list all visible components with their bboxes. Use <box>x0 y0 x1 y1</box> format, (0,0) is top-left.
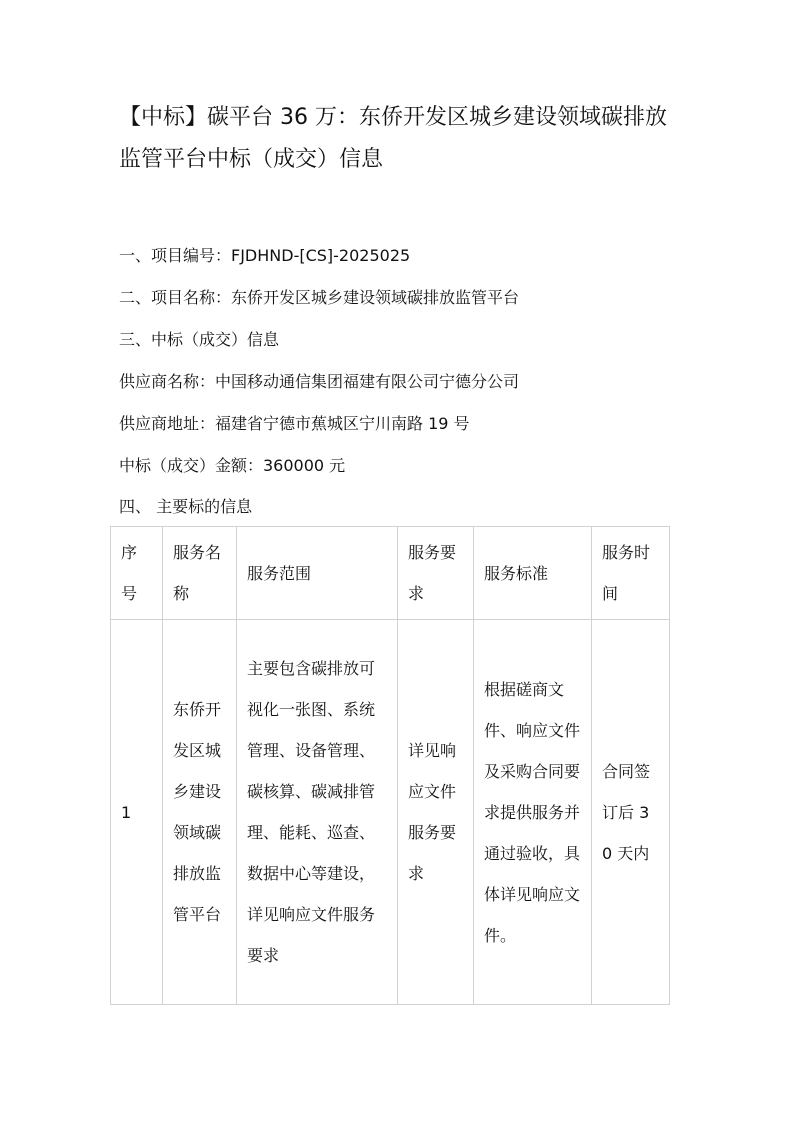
main-subject-heading: 四、 主要标的信息 <box>119 497 253 516</box>
project-name: 二、项目名称：东侨开发区城乡建设领域碳排放监管平台 <box>119 288 520 307</box>
cell-no: 1 <box>111 620 163 1005</box>
cell-time: 合同签订后 30 天内 <box>592 620 670 1005</box>
header-cell-name: 服务名称 <box>163 527 237 620</box>
award-info-heading: 三、中标（成交）信息 <box>119 330 280 349</box>
cell-requirement: 详见响应文件服务要求 <box>398 620 474 1005</box>
table-row <box>111 620 670 1005</box>
subject-table <box>110 526 670 1005</box>
header-cell-requirement: 服务要求 <box>398 527 474 620</box>
supplier-name: 供应商名称：中国移动通信集团福建有限公司宁德分公司 <box>119 372 520 391</box>
table-header-row <box>111 527 670 620</box>
header-cell-scope: 服务范围 <box>237 527 398 620</box>
cell-name: 东侨开发区城乡建设领域碳排放监管平台 <box>163 620 237 1005</box>
award-amount: 中标（成交）金额：360000 元 <box>119 456 346 475</box>
header-cell-time: 服务时间 <box>592 527 670 620</box>
cell-scope: 主要包含碳排放可视化一张图、系统管理、设备管理、碳核算、碳减排管理、能耗、巡查、数据中心等建设，详见响应文件服务要求 <box>237 620 398 1005</box>
header-cell-no: 序号 <box>111 527 163 620</box>
page-title: 【中标】碳平台 36 万：东侨开发区城乡建设领域碳排放监管平台中标（成交）信息 <box>119 105 667 172</box>
cell-standard: 根据磋商文件、响应文件及采购合同要求提供服务并通过验收，具体详见响应文件。 <box>474 620 592 1005</box>
supplier-address: 供应商地址：福建省宁德市蕉城区宁川南路 19 号 <box>119 414 470 433</box>
header-cell-standard: 服务标准 <box>474 527 592 620</box>
project-number: 一、项目编号：FJDHND-[CS]-2025025 <box>119 246 411 265</box>
